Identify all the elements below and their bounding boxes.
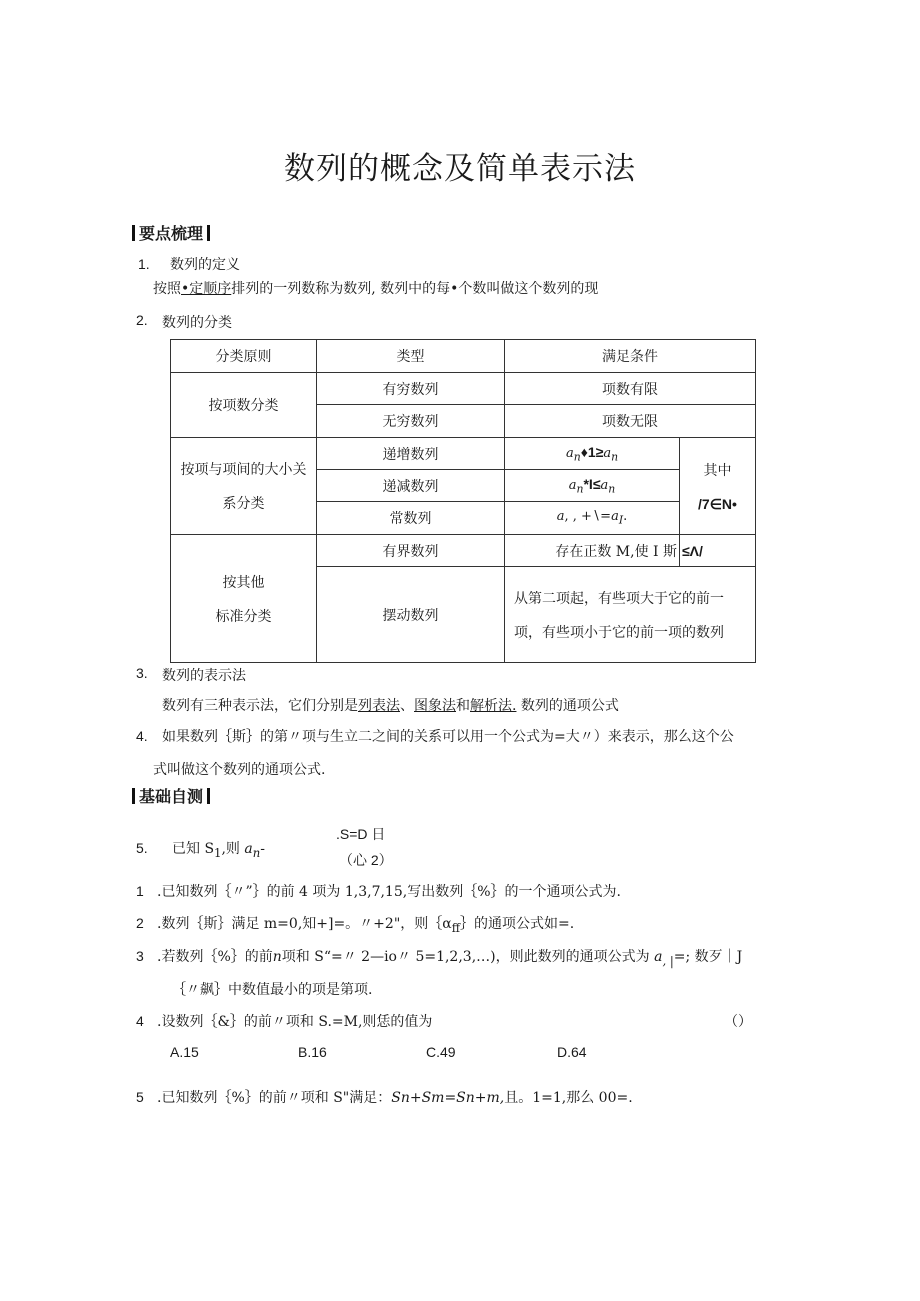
page-title: 数列的概念及简单表示法 bbox=[284, 151, 636, 187]
rep-method: 列表法 bbox=[358, 698, 400, 714]
question-text-line2: ｛〃飙｝中数值最小的项是第项. bbox=[172, 982, 373, 998]
q5-post: 且。1=1,那么 00=. bbox=[504, 1090, 633, 1106]
table-cell: 常数列 bbox=[317, 502, 505, 535]
q2-text: ｝的通项公式如=. bbox=[460, 916, 575, 932]
cell-line: 系分类 bbox=[222, 496, 265, 512]
math-op: , , +∖= bbox=[564, 509, 612, 525]
cell-line: 标准分类 bbox=[215, 608, 272, 625]
q3-end: =; 数歹｜J bbox=[673, 949, 743, 965]
table-cell: 摆动数列 bbox=[317, 567, 505, 663]
definition-line bbox=[153, 278, 598, 298]
item-heading: 数列的分类 bbox=[162, 315, 232, 331]
table-header: 满足条件 bbox=[505, 340, 756, 373]
lead-text: 已知 S bbox=[172, 841, 215, 857]
q5-pre: .已知数列｛%｝的前〃项和 S"满足： bbox=[157, 1090, 392, 1106]
rep-pre: 数列有三种表示法，它们分别是 bbox=[162, 698, 358, 714]
table-row bbox=[171, 373, 756, 405]
section-label: 要点梳理 bbox=[139, 224, 204, 243]
section-label: 基础自测 bbox=[139, 787, 204, 806]
cell-line: 按项与项间的大小关 bbox=[180, 462, 307, 478]
math-a: a bbox=[611, 509, 619, 525]
item-number: 1. bbox=[138, 256, 150, 272]
math-n: n bbox=[272, 949, 282, 965]
lead-sub: 1 bbox=[214, 845, 222, 860]
table-cell bbox=[680, 438, 756, 535]
definition-post: 排列的一列数称为数列, 数列中的每•个数叫做这个数列的现 bbox=[231, 281, 599, 297]
cell-line: 从第二项起，有些项大于它的前一 bbox=[514, 590, 724, 607]
table-cell: 项数无限 bbox=[505, 405, 756, 438]
math-sub: n bbox=[608, 482, 616, 496]
general-term-line1: 如果数列｛斯｝的第〃项与生立二之间的关系可以用一个公式为=大〃）来表示，那么这个公 bbox=[162, 729, 734, 745]
table-cell bbox=[505, 502, 680, 535]
where-label: 其中 bbox=[703, 462, 732, 479]
piecewise-bottom: （心 2） bbox=[339, 852, 393, 868]
classification-table bbox=[170, 339, 756, 663]
table-cell: 无穷数列 bbox=[317, 405, 505, 438]
rep-method: 解析法. bbox=[470, 698, 517, 714]
table-cell: 递增数列 bbox=[317, 438, 505, 470]
question-text: .设数列｛&｝的前〃项和 S.=M,则恁的值为 bbox=[157, 1014, 433, 1030]
table-cell bbox=[505, 470, 680, 502]
rep-and: 和 bbox=[456, 698, 470, 714]
q3-mid: 项和 S“=〃 2—io〃 5=1,2,3,…)，则此数列的通项公式为 bbox=[281, 949, 650, 965]
table-header: 类型 bbox=[317, 340, 505, 373]
representation-line bbox=[162, 695, 619, 715]
math-sub: n bbox=[252, 845, 261, 860]
lead-text: ,则 bbox=[221, 841, 240, 857]
table-cell: 有穷数列 bbox=[317, 373, 505, 405]
table-row bbox=[171, 438, 756, 470]
question-text bbox=[157, 913, 574, 935]
table-header: 分类原则 bbox=[171, 340, 317, 373]
question-text bbox=[157, 946, 742, 968]
item-number: 3. bbox=[136, 665, 148, 681]
table-cell: 有界数列 bbox=[317, 535, 505, 567]
item-heading: 数列的表示法 bbox=[162, 668, 246, 684]
answer-paren: （） bbox=[724, 1014, 752, 1030]
section-bar-left bbox=[132, 788, 135, 804]
math-dash: - bbox=[260, 841, 265, 857]
table-cell: 项数有限 bbox=[505, 373, 756, 405]
table-cell bbox=[171, 535, 317, 663]
item-number: 4. bbox=[136, 728, 148, 744]
section-bar-left bbox=[132, 225, 135, 241]
option-a: A.15 bbox=[170, 1044, 199, 1060]
q3-pre: .若数列｛%｝的前 bbox=[157, 949, 273, 965]
table-cell: ≤Λ/ bbox=[680, 535, 756, 567]
math-op: *I≤ bbox=[583, 475, 601, 492]
rep-method: 图象法 bbox=[414, 698, 456, 714]
definition-underlined: •定顺序 bbox=[181, 281, 232, 297]
option-d: D.64 bbox=[557, 1044, 587, 1060]
table-cell bbox=[171, 438, 317, 535]
question-number: 1 bbox=[136, 883, 144, 899]
question-text: .已知数列｛〃”｝的前 4 项为 1,3,7,15,写出数列｛%｝的一个通项公式为. bbox=[157, 884, 621, 900]
section-bar-right bbox=[207, 225, 210, 241]
question-text bbox=[157, 1087, 633, 1107]
table-cell bbox=[505, 567, 756, 663]
table-cell bbox=[505, 438, 680, 470]
item-heading: 数列的定义 bbox=[170, 257, 240, 273]
math-a: a bbox=[556, 509, 565, 525]
math-sub: n bbox=[573, 450, 581, 464]
option-c: C.49 bbox=[426, 1044, 456, 1060]
math-a: a bbox=[600, 477, 609, 493]
rep-sep: 、 bbox=[400, 698, 414, 714]
table-cell: 存在正数 M,使 I 斯 bbox=[505, 535, 680, 567]
q2-text: .数列｛斯｝满足 m=0,知+]=。〃+2"，则｛α bbox=[157, 916, 452, 932]
math-a: a bbox=[565, 445, 574, 461]
math-sub: I bbox=[618, 513, 624, 527]
table-row bbox=[171, 340, 756, 373]
rep-post: 数列的通项公式 bbox=[516, 698, 619, 714]
table-cell: 按项数分类 bbox=[171, 373, 317, 438]
q5-formula: Sn+Sm=Sn+m, bbox=[391, 1090, 505, 1106]
section-bar-right bbox=[207, 788, 210, 804]
question-number: 3 bbox=[136, 948, 144, 964]
table-row bbox=[171, 535, 756, 567]
math-sub: n bbox=[576, 482, 584, 496]
option-b: B.16 bbox=[298, 1044, 327, 1060]
section-header-self-test bbox=[128, 784, 214, 807]
q2-sub: ff bbox=[451, 920, 460, 935]
math-op: ♦1≥ bbox=[580, 443, 604, 460]
item-number: 5. bbox=[136, 840, 148, 856]
math-a: a bbox=[244, 841, 253, 857]
question-number: 5 bbox=[136, 1089, 144, 1105]
piecewise-top: .S=D 日 bbox=[336, 826, 386, 842]
piecewise-lead bbox=[172, 838, 265, 860]
math-sub: , | bbox=[662, 953, 674, 968]
math-a: a bbox=[568, 477, 577, 493]
math-tail: . bbox=[623, 509, 628, 525]
where-cond: /7∈N• bbox=[698, 495, 737, 512]
table-cell: 递减数列 bbox=[317, 470, 505, 502]
question-number: 2 bbox=[136, 915, 144, 931]
math-sub: n bbox=[611, 450, 619, 464]
definition-pre: 按照 bbox=[153, 281, 181, 297]
question-number: 4 bbox=[136, 1013, 144, 1029]
general-term-line2: 式叫做这个数列的通项公式. bbox=[153, 762, 326, 778]
cell-line: 项，有些项小于它的前一项的数列 bbox=[514, 624, 724, 641]
section-header-key-points bbox=[128, 221, 214, 244]
cell-line: 按其他 bbox=[222, 574, 265, 591]
math-a: a bbox=[654, 949, 663, 965]
math-a: a bbox=[603, 445, 612, 461]
item-number: 2. bbox=[136, 312, 148, 328]
